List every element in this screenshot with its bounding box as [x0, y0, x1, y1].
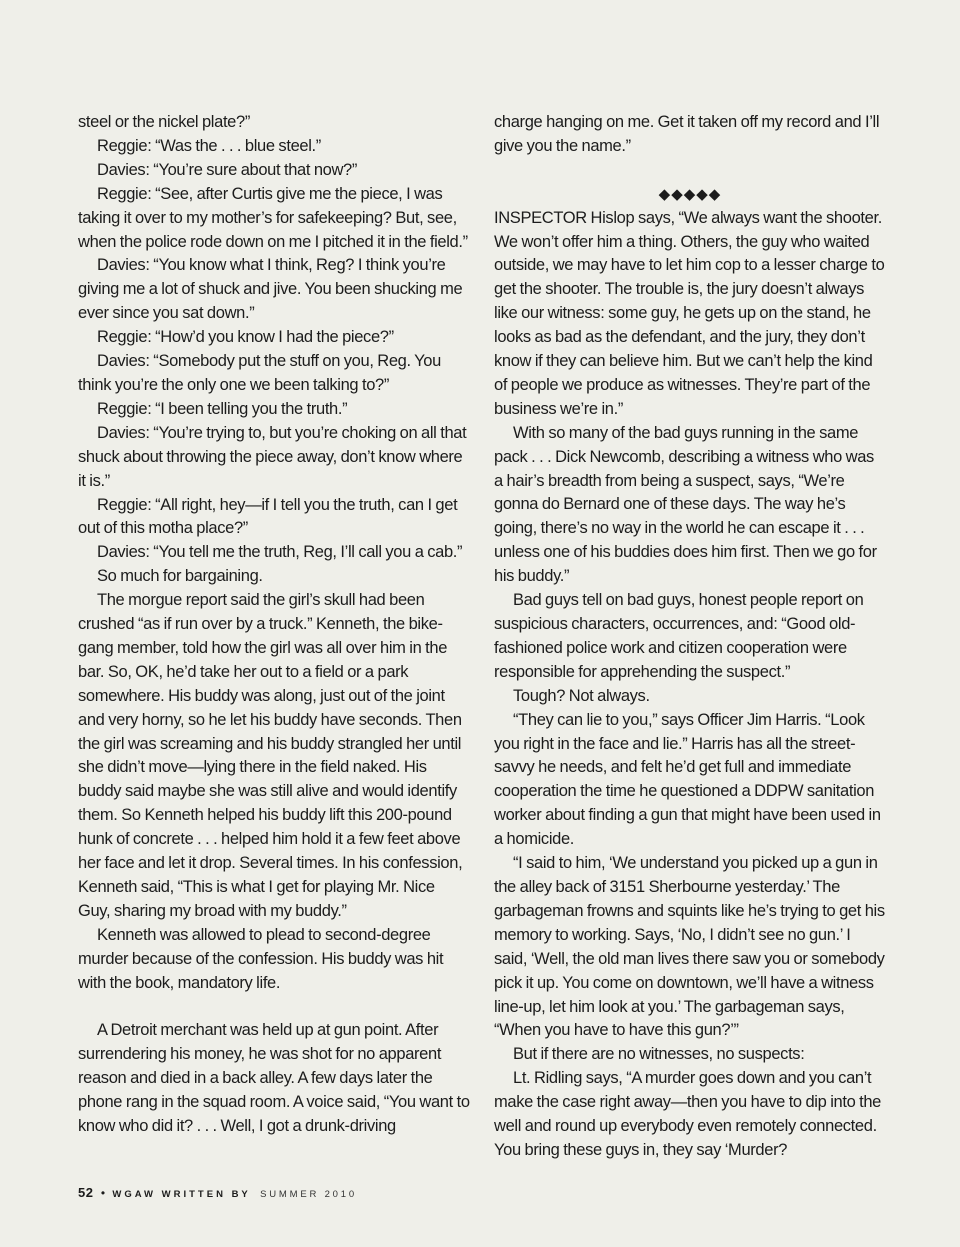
footer-bullet: • [100, 1186, 106, 1200]
right-column-body [494, 207, 886, 1163]
paragraph: Lt. Ridling says, “A murder goes down and you can’t make the case right away—then you have to dip into the well and round up everybody even remotely connected. You bring these guys in, they say ‘Murder? [494, 1069, 882, 1159]
paragraph: charge hanging on me. Get it taken off my record and I’ll give you the name.” [494, 113, 880, 155]
publication-name: WGAW WRITTEN BY [112, 1189, 251, 1200]
paragraph: Davies: “You know what I think, Reg? I think you’re giving me a lot of shuck and jive. You been shucking me ever since you sat down.” [78, 256, 463, 323]
paragraph: Bad guys tell on bad guys, honest people report on suspicious characters, occurrences, and: “Good old-fashioned police work and citizen cooperation were responsible for apprehending the suspect.” [494, 591, 864, 681]
paragraph: Kenneth was allowed to plead to second-degree murder because of the confession. His buddy was hit with the book, mandatory life. [78, 925, 444, 992]
paragraph: So much for bargaining. [97, 567, 263, 586]
paragraph: The morgue report said the girl’s skull had been crushed “as if run over by a truck.” Kenneth, the bike-gang member, told how the girl was all over him in the bar. So, OK, he’d take her out to a field or a park somewhere. His buddy was along, just out of the joint and very horny, so he let his buddy have seconds. Then the girl was screaming and his buddy strangled her until she didn’t move—lying there in the field naked. His buddy said maybe she was still alive and would identify them. So Kenneth helped his buddy lift this 200-pound hunk of concrete . . . helped him hold it a few feet above her face and let it drop. Several times. In his confession, Kenneth said, “This is what I get for playing Mr. Nice Guy, sharing my broad with my buddy.” [78, 591, 463, 920]
paragraph: INSPECTOR Hislop says, “We always want the shooter. We won’t offer him a thing. Others, the guy who waited outside, we may have to let him cop to a lesser charge to get the shooter. The trouble is, the jury doesn’t always like our witness: some guy, he gets up on the stand, he looks as bad as the defendant, and the jury, they don’t know if they can believe him. But we can’t help the kind of people we produce as witnesses. They’re part of the business we’re in.” [494, 208, 885, 418]
paragraph: A Detroit merchant was held up at gun point. After surrendering his money, he was shot for no apparent reason and died in a back alley. A few days later the phone rang in the squad room. A voice said, “You want to know who did it? . . . Well, I got a drunk-driving [78, 1021, 470, 1136]
paragraph: Reggie: “How’d you know I had the piece?” [97, 328, 394, 347]
paragraph: Tough? Not always. [513, 686, 650, 705]
issue-date: SUMMER 2010 [260, 1189, 357, 1200]
page-number: 52 [78, 1185, 94, 1200]
paragraph: With so many of the bad guys running in the same pack . . . Dick Newcomb, describing a witness who was a hair’s breadth from being a suspect, says, “We’re gonna do Bernard one of these days. The way he’s going, there’s no way in the world he can escape it . . . unless one of his buddies does him first. Then we go for his buddy.” [494, 423, 877, 586]
paragraph-gap [78, 996, 470, 1020]
paragraph: Davies: “You tell me the truth, Reg, I’ll call you a cab.” [97, 543, 463, 562]
paragraph: Reggie: “All right, hey—if I tell you the truth, can I get out of this motha place?” [78, 495, 458, 538]
section-gap [494, 159, 886, 183]
paragraph: Reggie: “See, after Curtis give me the piece, I was taking it over to my mother’s for safekeeping? But, see, when the police rode down on me I pitched it in the field.” [78, 184, 468, 251]
paragraph: Reggie: “I been telling you the truth.” [97, 399, 348, 418]
page-footer [78, 1183, 357, 1205]
paragraph: Davies: “Somebody put the stuff on you, Reg. You think you’re the only one we been talking to?” [78, 352, 441, 394]
paragraph: steel or the nickel plate?” [78, 113, 250, 131]
right-column [494, 111, 886, 1163]
paragraph: Reggie: “Was the . . . blue steel.” [97, 136, 321, 155]
paragraph: “I said to him, ‘We understand you picked up a gun in the alley back of 3151 Sherbourne yesterday.’ The garbageman frowns and squints like he’s trying to get his memory to working. Says, ‘No, I didn’t see no gun.’ I said, ‘Well, the old man lives there saw you or somebody pick it up. You come on downtown, we’ll have a witness line-up, let him look at you.’ The garbageman says, “When you have to have this gun?’” [494, 854, 885, 1040]
left-column [78, 111, 470, 1139]
paragraph: Davies: “You’re sure about that now?” [97, 160, 358, 179]
right-column-continuation [494, 111, 886, 159]
paragraph: Davies: “You’re trying to, but you’re choking on all that shuck about throwing the piece away, don’t know where it is.” [78, 423, 467, 490]
paragraph: But if there are no witnesses, no suspects: [513, 1045, 805, 1064]
section-break-diamonds: ◆◆◆◆◆ [658, 185, 722, 203]
paragraph: “They can lie to you,” says Officer Jim Harris. “Look you right in the face and lie.” Harris has all the street-savvy he needs, and felt he’d get full and immediate cooperation the time he questioned a DDPW sanitation worker about finding a gun that might have been used in a homicide. [494, 710, 881, 849]
